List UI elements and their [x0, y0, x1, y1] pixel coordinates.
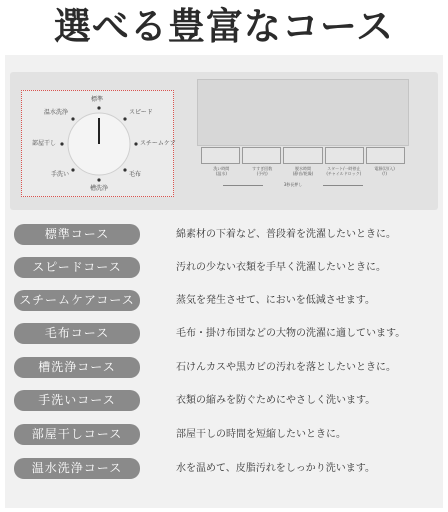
course-badge: 槽洗浄コース — [14, 357, 140, 378]
wash-time-button[interactable] — [201, 147, 240, 164]
spin-time-label: 脱水時間 (静音/乾燥) — [292, 166, 314, 176]
course-badge: スチームケアコース — [14, 290, 140, 311]
rinse-count-label: すすぎ回数 (予約) — [252, 166, 273, 176]
dial-dot-warm — [71, 117, 74, 120]
course-row-tub — [14, 357, 442, 378]
course-description: 毛布・掛け布団などの大物の洗濯に適しています。 — [176, 328, 406, 339]
dial-dot-standard — [97, 106, 100, 109]
course-description: 蒸気を発生させて、においを低減させます。 — [176, 295, 375, 306]
course-badge: 標準コース — [14, 224, 140, 245]
dial-dot-hand — [71, 168, 74, 171]
course-row-blanket — [14, 323, 442, 344]
course-row-warm — [14, 458, 442, 479]
dial-dot-indoor — [60, 142, 63, 145]
dial-dot-blanket — [123, 168, 126, 171]
hold-label: 3秒長押し — [263, 182, 323, 188]
spin-time-button[interactable] — [283, 147, 322, 164]
button-labels — [201, 166, 405, 182]
wash-time-label: 洗い時間 (温水) — [213, 166, 230, 176]
rinse-count-button[interactable] — [242, 147, 281, 164]
dial-dot-speed — [123, 117, 126, 120]
start-pause-button[interactable] — [325, 147, 364, 164]
power-label: 電源(切/入) (!) — [374, 166, 395, 176]
dial-dot-steam — [134, 142, 137, 145]
course-row-speed — [14, 257, 442, 278]
course-description: 部屋干しの時間を短縮したいときに。 — [176, 429, 346, 440]
dial-label-hand: 手洗い — [51, 171, 70, 178]
course-description: 石けんカスや黒カビの汚れを落としたいときに。 — [176, 362, 396, 373]
course-badge: 手洗いコース — [14, 390, 140, 411]
course-description: 綿素材の下着など、普段着を洗濯したいときに。 — [176, 229, 396, 240]
course-badge: スピードコース — [14, 257, 140, 278]
course-row-standard — [14, 224, 442, 245]
course-description: 水を温めて、皮脂汚れをしっかり洗います。 — [176, 463, 375, 474]
start-pause-label: スタート/一時停止 (チャイルドロック) — [326, 166, 362, 176]
dial-label-indoor: 部屋干し — [32, 140, 57, 147]
dial-label-steam: スチームケア — [140, 140, 176, 147]
page-title: 選べる豊富なコース — [53, 5, 395, 48]
course-row-hand — [14, 390, 442, 411]
course-row-indoor — [14, 424, 442, 445]
course-description: 汚れの少ない衣類を手早く洗濯したいときに。 — [176, 262, 386, 273]
power-button[interactable] — [366, 147, 405, 164]
dial-label-tub: 槽洗浄 — [90, 185, 109, 192]
display-window — [197, 79, 409, 146]
dial-label-blanket: 毛布 — [129, 171, 142, 178]
course-badge: 温水洗浄コース — [14, 458, 140, 479]
dial-label-warm: 温水洗浄 — [44, 109, 69, 116]
button-row — [201, 147, 405, 164]
course-badge: 毛布コース — [14, 323, 140, 344]
course-dial-box — [21, 90, 174, 197]
course-description: 衣類の縮みを防ぐためにやさしく洗います。 — [176, 395, 376, 406]
course-row-steam — [14, 290, 442, 311]
course-badge: 部屋干しコース — [14, 424, 140, 445]
dial-label-standard: 標準 — [91, 96, 104, 103]
dial-dot-tub — [97, 178, 100, 181]
dial-label-speed: スピード — [129, 109, 153, 116]
